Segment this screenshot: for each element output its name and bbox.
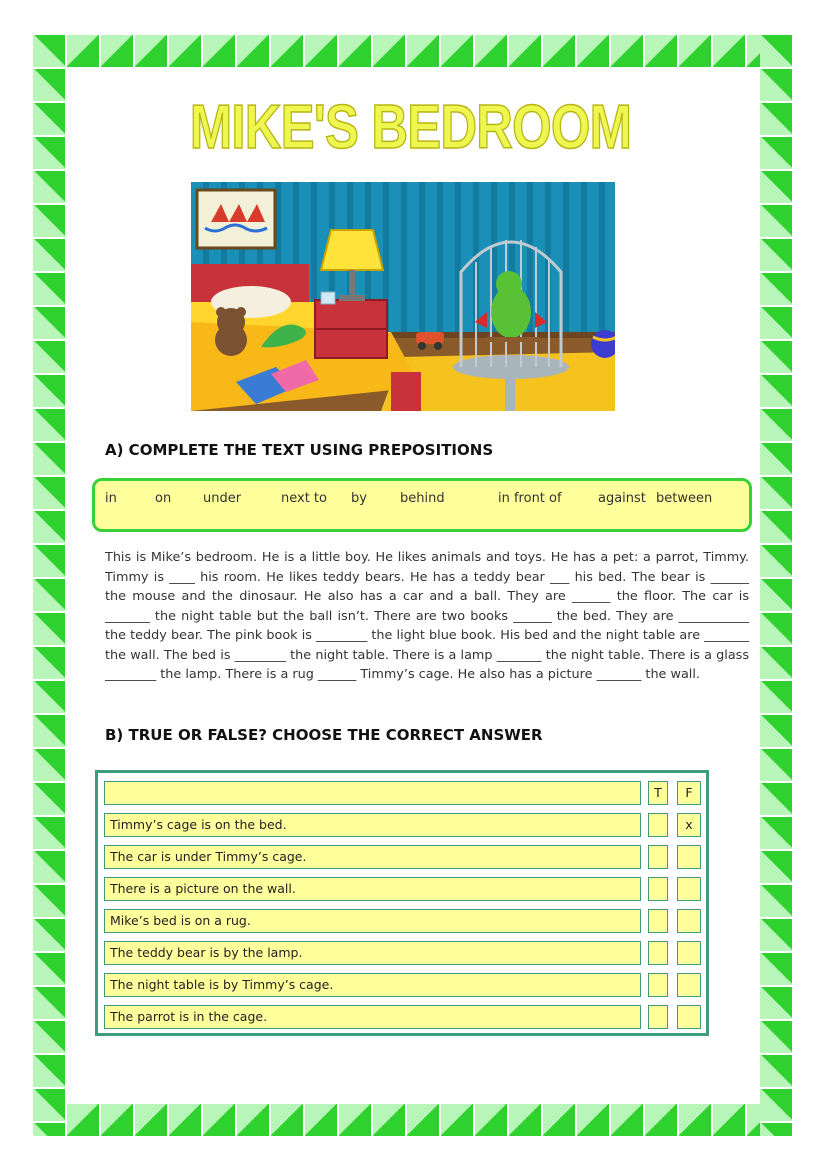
true-checkbox[interactable]	[648, 877, 668, 901]
word-bank	[92, 478, 752, 532]
word-bank-item: in	[105, 491, 117, 506]
word-bank-item: in front of	[498, 491, 562, 506]
table-row	[104, 909, 704, 933]
false-checkbox[interactable]	[677, 909, 701, 933]
table-row	[104, 813, 704, 837]
table-row	[104, 973, 704, 997]
true-checkbox[interactable]	[648, 941, 668, 965]
statement-cell: There is a picture on the wall.	[104, 877, 641, 901]
word-bank-item: between	[656, 491, 713, 506]
false-checkbox[interactable]	[677, 941, 701, 965]
table-row	[104, 1005, 704, 1029]
header-true: T	[648, 781, 668, 805]
statement-cell: The teddy bear is by the lamp.	[104, 941, 641, 965]
section-a-heading: A) COMPLETE THE TEXT USING PREPOSITIONS	[105, 441, 494, 459]
bedroom-illustration	[191, 182, 615, 411]
decorative-border-right	[760, 33, 794, 1136]
word-bank-item: on	[155, 491, 172, 506]
table-row	[104, 941, 704, 965]
decorative-border-left	[33, 33, 67, 1136]
header-sentence-cell	[104, 781, 641, 805]
decorative-border-top	[33, 33, 794, 67]
statement-cell: The parrot is in the cage.	[104, 1005, 641, 1029]
statement-cell: Timmy’s cage is on the bed.	[104, 813, 641, 837]
decorative-border-bottom	[33, 1102, 794, 1136]
true-false-table	[95, 770, 709, 1036]
false-checkbox[interactable]	[677, 973, 701, 997]
word-bank-item: by	[351, 491, 367, 506]
table-body	[98, 773, 706, 1033]
section-b-heading: B) TRUE OR FALSE? CHOOSE THE CORRECT ANSWER	[105, 726, 543, 744]
statement-cell: Mike’s bed is on a rug.	[104, 909, 641, 933]
fill-in-passage: This is Mike’s bedroom. He is a little boy. He likes animals and toys. He has a pet: a parrot, Timmy. Timmy is ____ his room. He likes teddy bears. He has a teddy bear ___ his bed. The bear is ______ the mouse and the dinosaur. He also has a car and a ball. They are ______ the floor. The car is _______ the night table but the ball isn’t. There are two books ______ the bed. They are ___________ the teddy bear. The pink book is ________ the light blue book. His bed and the night table are _______ the wall. The bed is ________ the night table. There is a lamp _______ the night table. There is a glass ________ the lamp. There is a rug ______ Timmy’s cage. He also has a picture _______ the wall.	[105, 550, 749, 682]
word-bank-item: against	[598, 491, 646, 506]
page-title: MIKE'S BEDROOM	[189, 93, 632, 162]
false-checkbox[interactable]	[677, 1005, 701, 1029]
word-bank-item: next to	[281, 491, 327, 506]
statement-cell: The car is under Timmy’s cage.	[104, 845, 641, 869]
false-checkbox[interactable]: x	[677, 813, 701, 837]
header-false: F	[677, 781, 701, 805]
true-checkbox[interactable]	[648, 1005, 668, 1029]
table-row	[104, 845, 704, 869]
false-checkbox[interactable]	[677, 845, 701, 869]
false-checkbox[interactable]	[677, 877, 701, 901]
true-checkbox[interactable]	[648, 973, 668, 997]
word-bank-item: under	[203, 491, 242, 506]
table-header-row	[104, 781, 704, 805]
true-checkbox[interactable]	[648, 909, 668, 933]
word-bank-item: behind	[400, 491, 445, 506]
true-checkbox[interactable]	[648, 845, 668, 869]
statement-cell: The night table is by Timmy’s cage.	[104, 973, 641, 997]
table-row	[104, 877, 704, 901]
true-checkbox[interactable]	[648, 813, 668, 837]
